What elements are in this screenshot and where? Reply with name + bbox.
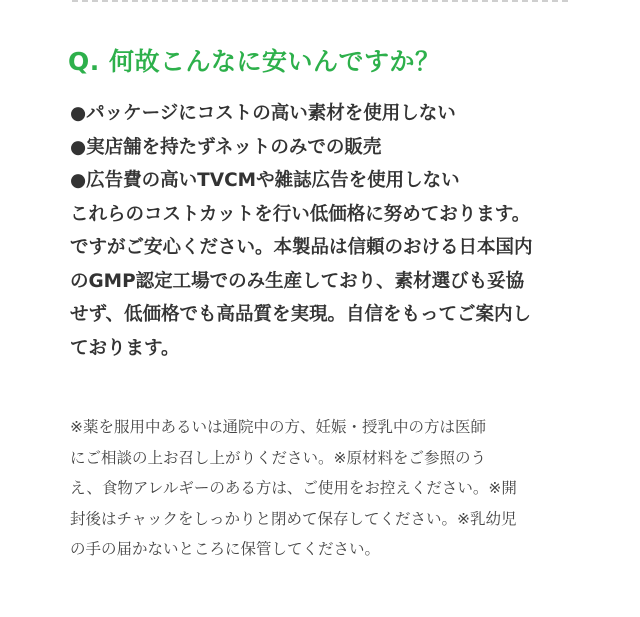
- faq-answer: [70, 97, 590, 365]
- note-line: え、食物アレルギーのある方は、ご使用をお控えください。※開: [70, 479, 517, 497]
- note-line: の手の届かないところに保管してください。: [70, 540, 381, 558]
- answer-bullet-packaging: ●パッケージにコストの高い素材を使用しない: [70, 103, 456, 124]
- note-line: ※薬を服用中あるいは通院中の方、妊娠・授乳中の方は医師: [70, 418, 486, 436]
- answer-text-line: せず、低価格でも高品質を実現。自信をもってご案内し: [70, 304, 532, 325]
- answer-bullet-online-only: ●実店舗を持たずネットのみでの販売: [70, 136, 382, 158]
- answer-bullet-no-ads: ●広告費の高いTVCMや雑誌広告を使用しない: [70, 170, 460, 191]
- answer-text-line: のGMP認定工場でのみ生産しており、素材選びも妥協: [70, 270, 525, 292]
- faq-question: Q. 何故こんなに安いんですか？: [68, 47, 441, 76]
- note-line: 封後はチャックをしっかりと閉めて保存してください。※乳幼児: [70, 509, 517, 528]
- note-line: にご相談の上お召し上がりください。※原材料をご参照のう: [70, 448, 486, 467]
- dashed-divider: [72, 0, 568, 2]
- answer-text-line: ております。: [70, 337, 180, 359]
- answer-text-line: ですがご安心ください。本製品は信頼のおける日本国内: [70, 237, 533, 258]
- caution-note: [70, 412, 590, 565]
- answer-text-line: これらのコストカットを行い低価格に努めております。: [70, 203, 531, 225]
